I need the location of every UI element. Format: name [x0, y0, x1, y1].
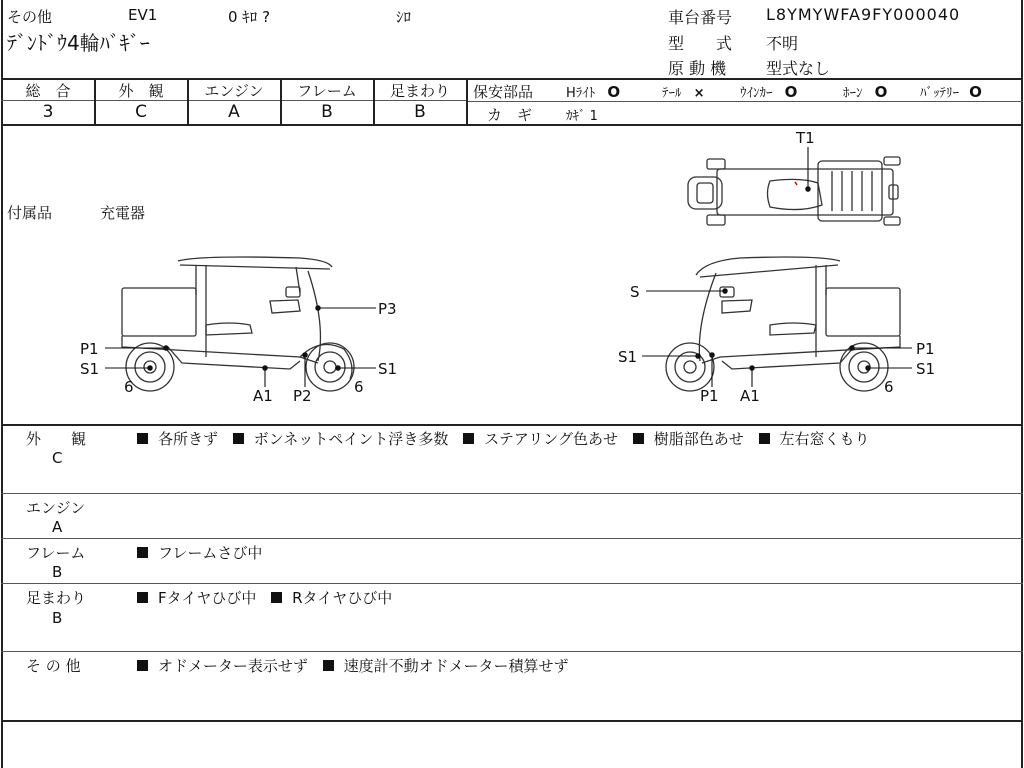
chassis-number: L8YMYWFA9FY000040	[766, 5, 961, 24]
safety-item-name: ﾃｰﾙ	[662, 86, 682, 101]
safety-divider	[467, 101, 1023, 102]
bullet-square-icon	[137, 660, 148, 671]
label-right-s: S	[630, 283, 640, 301]
safety-item-battery	[920, 82, 982, 101]
notes-divider	[1, 583, 1023, 584]
color-text: ｼﾛ	[396, 8, 412, 26]
note-items-exterior	[137, 428, 870, 449]
label-left-s1-rear: S1	[378, 360, 398, 378]
left-side-view-diagram	[122, 257, 354, 391]
note-label-suspension: 足まわり	[26, 589, 87, 607]
safety-label: 保安部品	[473, 83, 534, 101]
label-right-p1-rear: P1	[916, 340, 935, 358]
label-right-6: 6	[884, 378, 894, 396]
grade-label-suspension: 足まわり	[389, 82, 450, 100]
label-left-p3: P3	[378, 300, 397, 318]
accessories-label: 付属品	[7, 204, 53, 222]
model-code-text: EV1	[128, 6, 158, 24]
note-items-other	[137, 655, 569, 676]
notes-top	[1, 424, 1023, 426]
note-grade-exterior: C	[52, 449, 63, 467]
label-right-p1: P1	[700, 387, 719, 405]
bullet-square-icon	[633, 433, 644, 444]
label-left-6-rear: 6	[354, 378, 364, 396]
bullet-square-icon	[233, 433, 244, 444]
note-item: Rタイヤひび中	[292, 589, 393, 607]
damage-diagram	[0, 125, 1024, 425]
mileage-text: 0 ｷﾛ ?	[228, 8, 271, 26]
note-grade-frame: B	[52, 563, 63, 581]
note-label-other: そ の 他	[26, 657, 81, 675]
safety-item-name: ﾊﾞｯﾃﾘｰ	[920, 86, 959, 101]
note-label-frame: フレーム	[26, 544, 86, 562]
grade-label-exterior: 外 観	[118, 82, 164, 100]
note-items-suspension	[137, 587, 392, 608]
grade-value-overall: 3	[42, 102, 54, 122]
grade-value-engine: A	[228, 102, 240, 122]
label-right-a1: A1	[740, 387, 760, 405]
notes-divider	[1, 493, 1023, 494]
key-value: ｶｷﾞ 1	[566, 109, 598, 124]
grade-label-frame: フレーム	[297, 82, 357, 100]
safety-item-headlight	[566, 82, 620, 101]
right-side-view-diagram	[666, 257, 900, 391]
grade-col-divider	[466, 78, 468, 125]
engine-model-label: 原 動 機	[668, 59, 727, 78]
note-item: オドメーター表示せず	[158, 657, 308, 675]
note-grade-engine: A	[52, 518, 63, 536]
label-left-s1-front: S1	[80, 360, 100, 378]
bullet-square-icon	[271, 592, 282, 603]
grade-label-engine: エンジン	[204, 82, 264, 100]
grade-label-overall: 総 合	[25, 82, 71, 100]
chassis-label: 車台番号	[668, 8, 733, 27]
safety-item-name: Hﾗｲﾄ	[566, 86, 596, 101]
notes-divider	[1, 651, 1023, 652]
safety-item-tail	[662, 82, 705, 101]
model-type-label: 型 式	[668, 34, 733, 53]
safety-item-horn	[843, 82, 887, 101]
category-text: その他	[7, 8, 53, 26]
note-items-frame	[137, 542, 262, 563]
bullet-square-icon	[323, 660, 334, 671]
circle-icon: O	[784, 83, 798, 101]
cross-icon: ×	[693, 86, 705, 101]
notes-divider	[1, 538, 1023, 539]
bullet-square-icon	[137, 433, 148, 444]
label-left-6-front: 6	[124, 378, 134, 396]
label-left-p1: P1	[80, 340, 99, 358]
accessories-value: 充電器	[100, 204, 146, 222]
grade-value-exterior: C	[135, 102, 147, 122]
bullet-square-icon	[137, 547, 148, 558]
model-type-value: 不明	[766, 34, 799, 53]
note-item: 速度計不動オドメーター積算せず	[343, 657, 569, 675]
bullet-square-icon	[463, 433, 474, 444]
note-label-engine: エンジン	[26, 499, 86, 517]
note-item: ボンネットペイント浮き多数	[253, 430, 449, 448]
notes-bottom	[1, 720, 1023, 722]
circle-icon: O	[969, 83, 982, 101]
grade-value-frame: B	[321, 102, 333, 122]
circle-icon: O	[874, 83, 888, 101]
note-label-exterior: 外 観	[26, 430, 87, 448]
key-label: カ ギ	[487, 106, 533, 124]
label-right-s1-front: S1	[618, 348, 638, 366]
label-t1: T1	[796, 129, 815, 147]
safety-item-name: ｳｲﾝｶｰ	[740, 86, 773, 101]
safety-item-name: ﾎｰﾝ	[843, 86, 863, 101]
note-item: 樹脂部色あせ	[653, 430, 744, 448]
safety-item-winker	[740, 82, 797, 101]
note-item: 左右窓くもり	[779, 430, 870, 448]
note-item: ステアリング色あせ	[484, 430, 618, 448]
engine-model-value: 型式なし	[766, 59, 831, 78]
label-left-a1: A1	[253, 387, 273, 405]
bullet-square-icon	[759, 433, 770, 444]
bullet-square-icon	[137, 592, 148, 603]
note-item: Fタイヤひび中	[158, 589, 257, 607]
vehicle-name-text: ﾃﾞﾝﾄﾞｳ4輪ﾊﾞｷﾞｰ	[7, 31, 150, 55]
note-item: フレームさび中	[158, 544, 263, 562]
label-right-s1-rear: S1	[916, 360, 936, 378]
label-left-p2: P2	[293, 387, 312, 405]
grade-value-suspension: B	[414, 102, 426, 122]
circle-icon: O	[607, 83, 621, 101]
top-view-diagram	[688, 157, 900, 225]
note-grade-suspension: B	[52, 609, 63, 627]
note-item: 各所きず	[158, 430, 219, 448]
